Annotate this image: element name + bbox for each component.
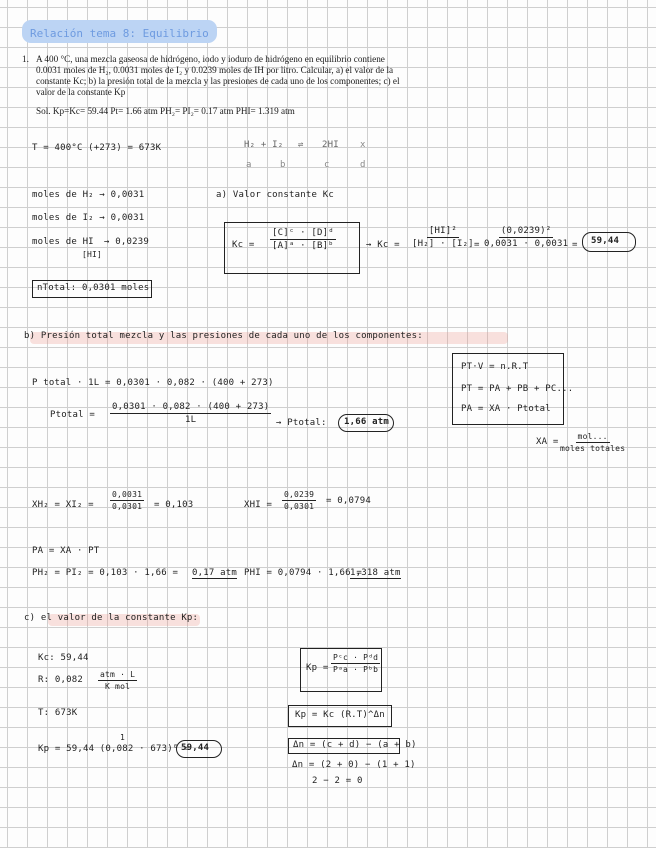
ptotal-denominator: 1L [185, 415, 197, 425]
xhi-denominator: 0,0301 [284, 502, 315, 511]
part-c-heading: c) el valor de la constante Kp: [24, 613, 199, 623]
kp-formula-numerator: Pᶜc · Pᵈd [333, 653, 379, 662]
problem-text: A 400 °C, una mezcla gaseosa de hidrógeno, iodo y ioduro de hidrógeno en equilibrio contiene 0.0031 moles de H₂, 0.0031 moles de I₂ y 0.0239 moles de IH por litro. Calcular, a) el valor de la constante Kc; b) la presión total de la mezcla y las presiones de cada uno de los componentes; c) el valor de la constante Kp [36, 54, 400, 97]
ph2-label: PH₂ = PI₂ = 0,103 · 1,66 = [32, 568, 179, 578]
ptotal-result-oval [338, 414, 394, 432]
kc-equals-2: = [572, 240, 578, 250]
formula-dalton: PT = PA + PB + PC... [461, 384, 574, 394]
r-units-numerator: atm · L [100, 670, 136, 679]
ptotal-result: 1,66 atm [344, 417, 389, 427]
delta-n-formula: Δn = (c + d) − (a + b) [293, 740, 417, 750]
kc-value: Kc: 59,44 [38, 653, 89, 663]
xhi-label: XHI = [244, 500, 273, 510]
formula-ideal-gas: PT·V = n.R.T [461, 362, 529, 372]
ptotal-fraction [110, 402, 271, 425]
kc-value-numerator: (0,0239)² [500, 226, 552, 236]
kc-specific-numerator: [HI]² [428, 226, 457, 236]
xa-fraction [560, 432, 625, 453]
ptotal-label: Ptotal = [50, 410, 95, 420]
xhi-fraction [282, 490, 316, 511]
kc-arrow: → Kc = [366, 240, 400, 250]
part-b-heading: b) Presión total mezcla y las presiones de cada uno de los componentes: [24, 331, 423, 341]
r-label: R: 0,082 [38, 675, 83, 685]
ptotal-numerator: 0,0301 · 0,082 · (400 + 273) [112, 402, 270, 412]
coeff-x: x [360, 140, 366, 150]
kp-result-oval [176, 740, 222, 758]
moles-total: nTotal: 0,0301 moles [37, 283, 150, 293]
page-title: Relación tema 8: Equilibrio [30, 27, 209, 40]
xhi-result: = 0,0794 [326, 496, 371, 506]
xh2-result: = 0,103 [154, 500, 194, 510]
kc-equals: = [474, 240, 480, 250]
kp-result: 59,44 [181, 743, 210, 753]
ptotal-arrow: → Ptotal: [276, 418, 327, 428]
xh2-numerator: 0,0031 [112, 490, 143, 499]
delta-n-box [288, 738, 417, 754]
phi-label: PHI = 0,0794 · 1,66 = [244, 568, 362, 578]
kc-general-denominator: [A]ᵃ · [B]ᵇ [272, 241, 334, 251]
coeff-d: d [360, 160, 366, 170]
xh2-label: XH₂ = XI₂ = [32, 500, 94, 510]
temperature: T = 400°C (+273) = 673K [32, 143, 162, 153]
ptotal-equation: P total · 1L = 0,0301 · 0,082 · (400 + 273) [32, 378, 274, 388]
delta-n-substitution: Δn = (2 + 0) − (1 + 1) [292, 760, 416, 770]
kc-value-denominator: 0,0031 · 0,0031 [484, 239, 569, 249]
kc-value-fraction [484, 226, 568, 249]
coeff-b: b [280, 160, 286, 170]
kp-formula-box [300, 648, 382, 692]
kp-kc-relation: Kp = Kc (R.T)^Δn [295, 710, 385, 720]
xh2-denominator: 0,0301 [112, 502, 143, 511]
kp-formula-fraction [331, 653, 380, 674]
phi-value: 1,318 atm [350, 568, 401, 578]
kc-label: Kc = [232, 240, 255, 250]
xa-label: XA = [536, 437, 559, 447]
temperature-kelvin: T: 673K [38, 708, 78, 718]
title-highlight [22, 20, 217, 43]
kc-specific-denominator: [H₂] · [I₂] [412, 239, 474, 249]
reaction-right: 2HI [322, 140, 339, 150]
problem-solution: Sol. Kp=Kc= 59.44 Pt= 1.66 atm PH₂= PI₂= 0.17 atm PHI= 1.319 atm [36, 106, 295, 116]
part-a-heading: a) Valor constante Kc [216, 190, 334, 200]
moles-h2: moles de H₂ → 0,0031 [32, 190, 145, 200]
ph2-value: 0,17 atm [192, 568, 237, 578]
kc-general-fraction [270, 228, 336, 251]
xa-numerator: mol... [577, 432, 608, 441]
kp-kc-relation-box [288, 705, 392, 727]
delta-n-result: 2 − 2 = 0 [312, 776, 363, 786]
kc-general-numerator: [C]ᶜ · [D]ᵈ [272, 228, 334, 238]
partial-pressure-formula: PA = XA · PT [32, 546, 100, 556]
moles-total-box [32, 280, 152, 298]
kp-formula-denominator: Pᵃa · Pᵇb [333, 665, 379, 674]
xa-denominator: moles totales [560, 444, 626, 453]
r-units-denominator: K mol [105, 682, 131, 691]
r-units-fraction [98, 670, 137, 691]
kc-specific-fraction [412, 226, 474, 249]
coeff-a: a [246, 160, 252, 170]
reaction-left: H₂ + I₂ [244, 140, 284, 150]
moles-i2: moles de I₂ → 0,0031 [32, 213, 145, 223]
kp-formula-label: Kp = [306, 663, 329, 673]
formula-partial: PA = XA · Ptotal [461, 404, 551, 414]
xhi-numerator: 0,0239 [284, 490, 315, 499]
moles-hi-label: moles de HI [32, 237, 94, 247]
xh2-fraction [110, 490, 144, 511]
moles-hi-value: → 0,0239 [104, 237, 149, 247]
pressure-formulas-box [452, 353, 574, 425]
moles-hi-sub: [HI] [82, 250, 103, 259]
kc-result-oval [582, 232, 636, 252]
kc-result: 59,44 [591, 236, 620, 246]
problem-number: 1. [22, 54, 29, 64]
kp-calculation: Kp = 59,44 (0,082 · 673)⁰ = [38, 744, 190, 754]
coeff-c: c [324, 160, 330, 170]
reaction-arrow: ⇌ [298, 140, 304, 150]
kp-exponent: 1 [120, 733, 126, 742]
